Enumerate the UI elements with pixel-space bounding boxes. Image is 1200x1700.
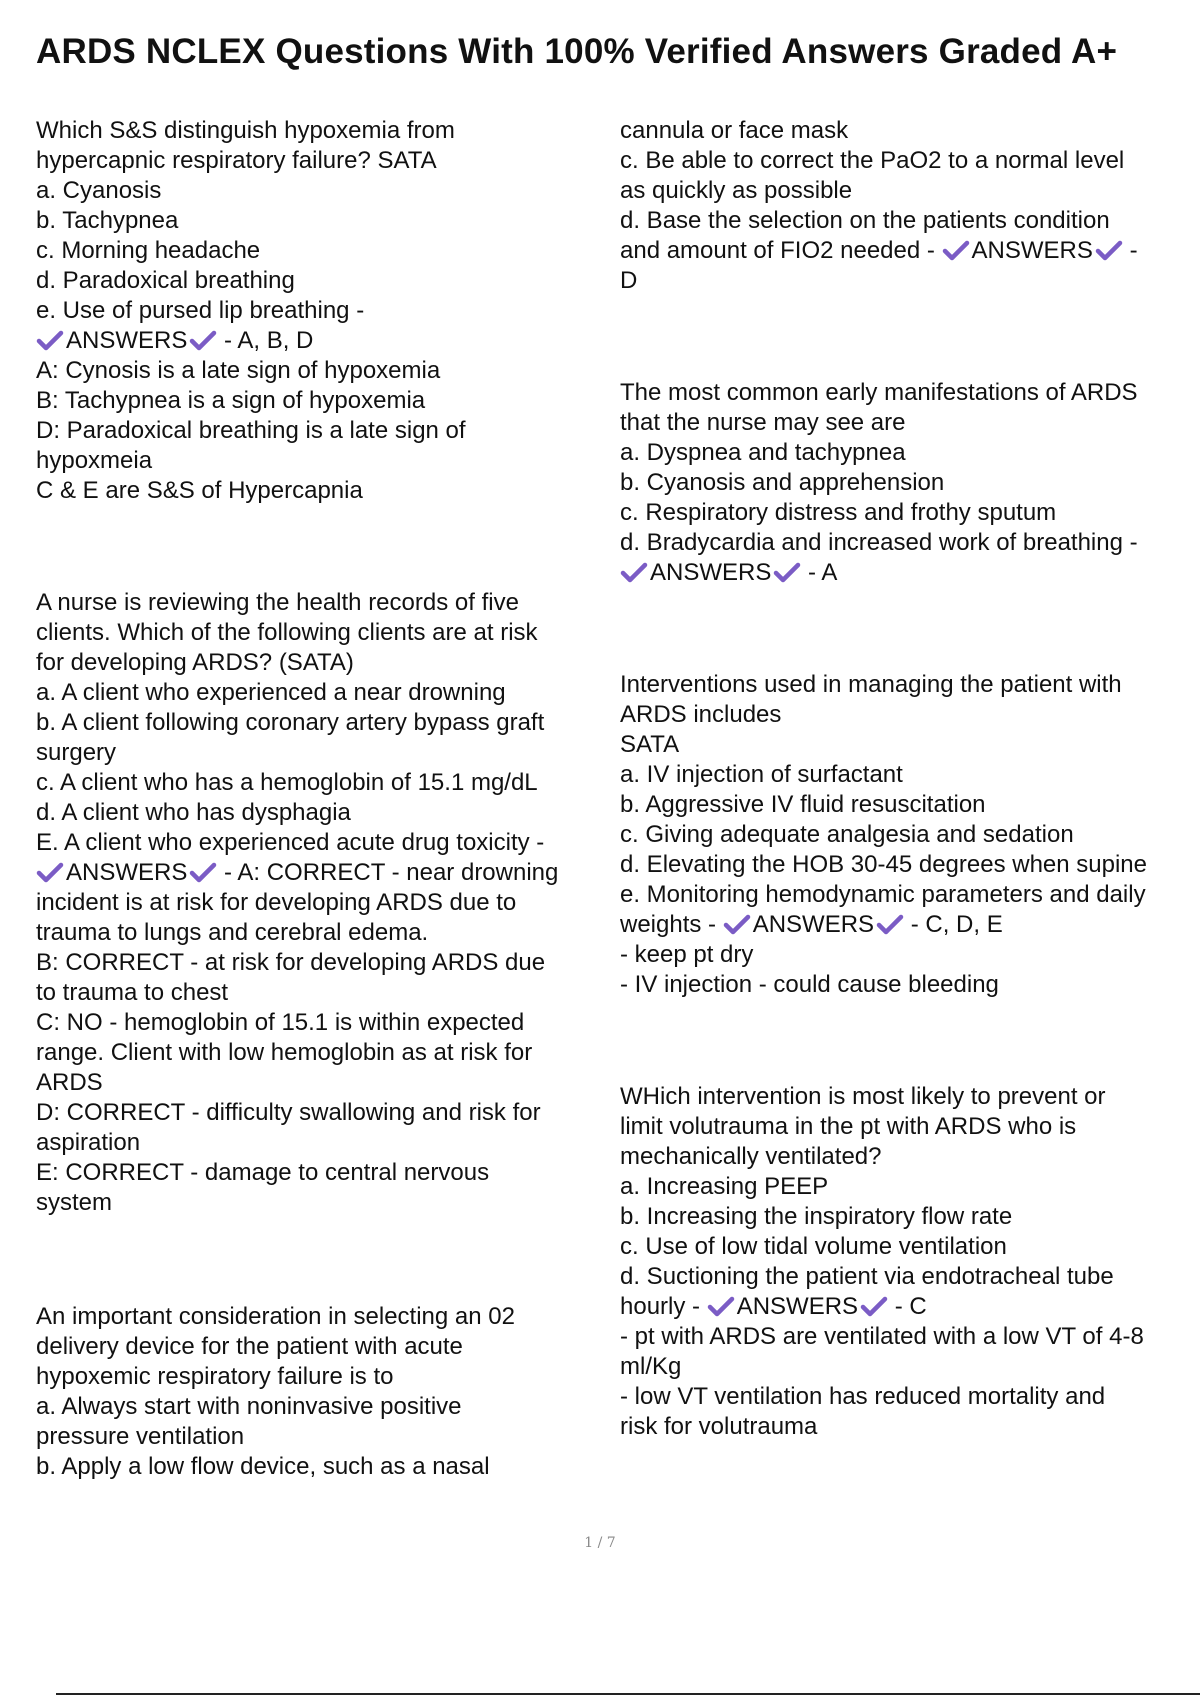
text-line: Interventions used in managing the patient with [620,671,1122,698]
right-column [620,116,1190,1442]
text-line: clients. Which of the following clients are at risk [36,619,538,646]
text-line: a. A client who experienced a near drowning [36,679,506,706]
answer-rationale [620,940,1190,1000]
question-text [620,378,1190,558]
text-line: b. Aggressive IV fluid resuscitation [620,791,986,818]
text-line: WHich intervention is most likely to prevent or [620,1083,1106,1110]
text-line: hypercapnic respiratory failure? SATA [36,147,437,174]
text-line: c. Giving adequate analgesia and sedation [620,821,1074,848]
text-line: E: CORRECT - damage to central nervous [36,1159,490,1186]
page-number: 1 / 7 [584,1535,616,1551]
text-line: C: NO - hemoglobin of 15.1 is within expected [36,1009,525,1036]
text-line: hypoxemic respiratory failure is to [36,1363,394,1390]
text-line: cannula or face mask [620,117,849,144]
text-line: d. A client who has dysphagia [36,799,351,826]
text-line: b. Cyanosis and apprehension [620,469,945,496]
footer-divider [56,1693,1200,1695]
checkmark-icon [189,326,217,356]
text-line: hypoxmeia [36,447,153,474]
answer-line: ANSWERS - A [620,558,1190,588]
text-line: - IV injection - could cause bleeding [620,971,999,998]
text-line: b. A client following coronary artery bypass graft [36,709,545,736]
answer-line: ANSWERS - A, B, D [36,326,606,356]
left-column [36,116,606,1482]
checkmark-icon [876,910,904,940]
text-line: d. Elevating the HOB 30-45 degrees when supine [620,851,1148,878]
text-line: A: Cynosis is a late sign of hypoxemia [36,357,441,384]
text-line: to trauma to chest [36,979,229,1006]
checkmark-icon [942,236,970,266]
text-line: D: CORRECT - difficulty swallowing and risk for [36,1099,541,1126]
text-line: range. Client with low hemoglobin as at risk for [36,1039,533,1066]
document-title: ARDS NCLEX Questions With 100% Verified Answers Graded A+ [36,32,1118,71]
text-line: d. Base the selection on the patients condition [620,207,1110,234]
question-text [36,1302,606,1482]
text-line: aspiration [36,1129,141,1156]
question-block-early-manifestations [620,378,1190,588]
text-line: mechanically ventilated? [620,1143,882,1170]
answer-rationale [620,266,1190,296]
text-line: a. Always start with noninvasive positive [36,1393,462,1420]
text-line: c. Be able to correct the PaO2 to a normal level [620,147,1125,174]
text-line: that the nurse may see are [620,409,906,436]
checkmark-icon [36,326,64,356]
text-line: c. Respiratory distress and frothy sputum [620,499,1057,526]
text-line: a. Cyanosis [36,177,162,204]
question-block-o2-device [36,1302,606,1482]
text-line: ml/Kg [620,1353,682,1380]
question-block-interventions [620,670,1190,1000]
text-line: surgery [36,739,117,766]
text-line: c. A client who has a hemoglobin of 15.1 mg/dL [36,769,538,796]
text-line: b. Increasing the inspiratory flow rate [620,1203,1013,1230]
text-line: - low VT ventilation has reduced mortality and [620,1383,1106,1410]
text-line: delivery device for the patient with acute [36,1333,463,1360]
text-line: a. Increasing PEEP [620,1173,829,1200]
question-text [36,588,606,858]
answer-line: ANSWERS - A: CORRECT - near drowning [36,858,606,888]
text-line: - pt with ARDS are ventilated with a low VT of 4-8 [620,1323,1144,1350]
question-block-volutrauma [620,1082,1190,1442]
answer-line: and amount of FIO2 needed - ANSWERS - [620,237,1138,264]
question-block-o2-device-continued [620,116,1190,296]
question-text [620,670,1190,910]
question-block-ards-risk [36,588,606,1218]
question-text [620,116,1190,236]
text-line: A nurse is reviewing the health records of five [36,589,519,616]
text-line: risk for volutrauma [620,1413,818,1440]
text-line: d. Paradoxical breathing [36,267,295,294]
answer-rationale [36,356,606,506]
text-line: c. Use of low tidal volume ventilation [620,1233,1007,1260]
text-line: b. Apply a low flow device, such as a nasal [36,1453,490,1480]
question-text [620,1082,1190,1292]
text-line: for developing ARDS? (SATA) [36,649,354,676]
text-line: - keep pt dry [620,941,754,968]
checkmark-icon [860,1292,888,1322]
text-line: e. Monitoring hemodynamic parameters and daily [620,881,1146,908]
text-line: a. Dyspnea and tachypnea [620,439,906,466]
text-line: trauma to lungs and cerebral edema. [36,919,429,946]
text-line: C & E are S&S of Hypercapnia [36,477,363,504]
text-line: incident is at risk for developing ARDS due to [36,889,517,916]
text-line: limit volutrauma in the pt with ARDS who is [620,1113,1077,1140]
answer-rationale [620,1322,1190,1442]
text-line: An important consideration in selecting an 02 [36,1303,515,1330]
text-line: system [36,1189,113,1216]
checkmark-icon [1095,236,1123,266]
answer-line: weights - ANSWERS - C, D, E [620,911,1003,938]
text-line: B: CORRECT - at risk for developing ARDS due [36,949,546,976]
text-line: E. A client who experienced acute drug toxicity - [36,829,545,856]
text-line: pressure ventilation [36,1423,245,1450]
text-line: The most common early manifestations of ARDS [620,379,1138,406]
text-line: b. Tachypnea [36,207,179,234]
checkmark-icon [620,558,648,588]
text-line: ARDS [36,1069,103,1096]
text-line: D: Paradoxical breathing is a late sign of [36,417,466,444]
text-line: d. Bradycardia and increased work of breathing - [620,529,1138,556]
checkmark-icon [723,910,751,940]
checkmark-icon [189,858,217,888]
text-line: B: Tachypnea is a sign of hypoxemia [36,387,426,414]
answer-line: hourly - ANSWERS - C [620,1293,927,1320]
answer-rationale [36,888,606,1218]
text-line: a. IV injection of surfactant [620,761,903,788]
text-line: as quickly as possible [620,177,853,204]
question-text [36,116,606,326]
checkmark-icon [773,558,801,588]
text-line: d. Suctioning the patient via endotracheal tube [620,1263,1114,1290]
checkmark-icon [707,1292,735,1322]
text-line: SATA [620,731,680,758]
text-line: D [620,267,638,294]
text-line: e. Use of pursed lip breathing - [36,297,365,324]
checkmark-icon [36,858,64,888]
question-block-hypoxemia [36,116,606,506]
text-line: ARDS includes [620,701,782,728]
text-line: c. Morning headache [36,237,261,264]
text-line: Which S&S distinguish hypoxemia from [36,117,455,144]
